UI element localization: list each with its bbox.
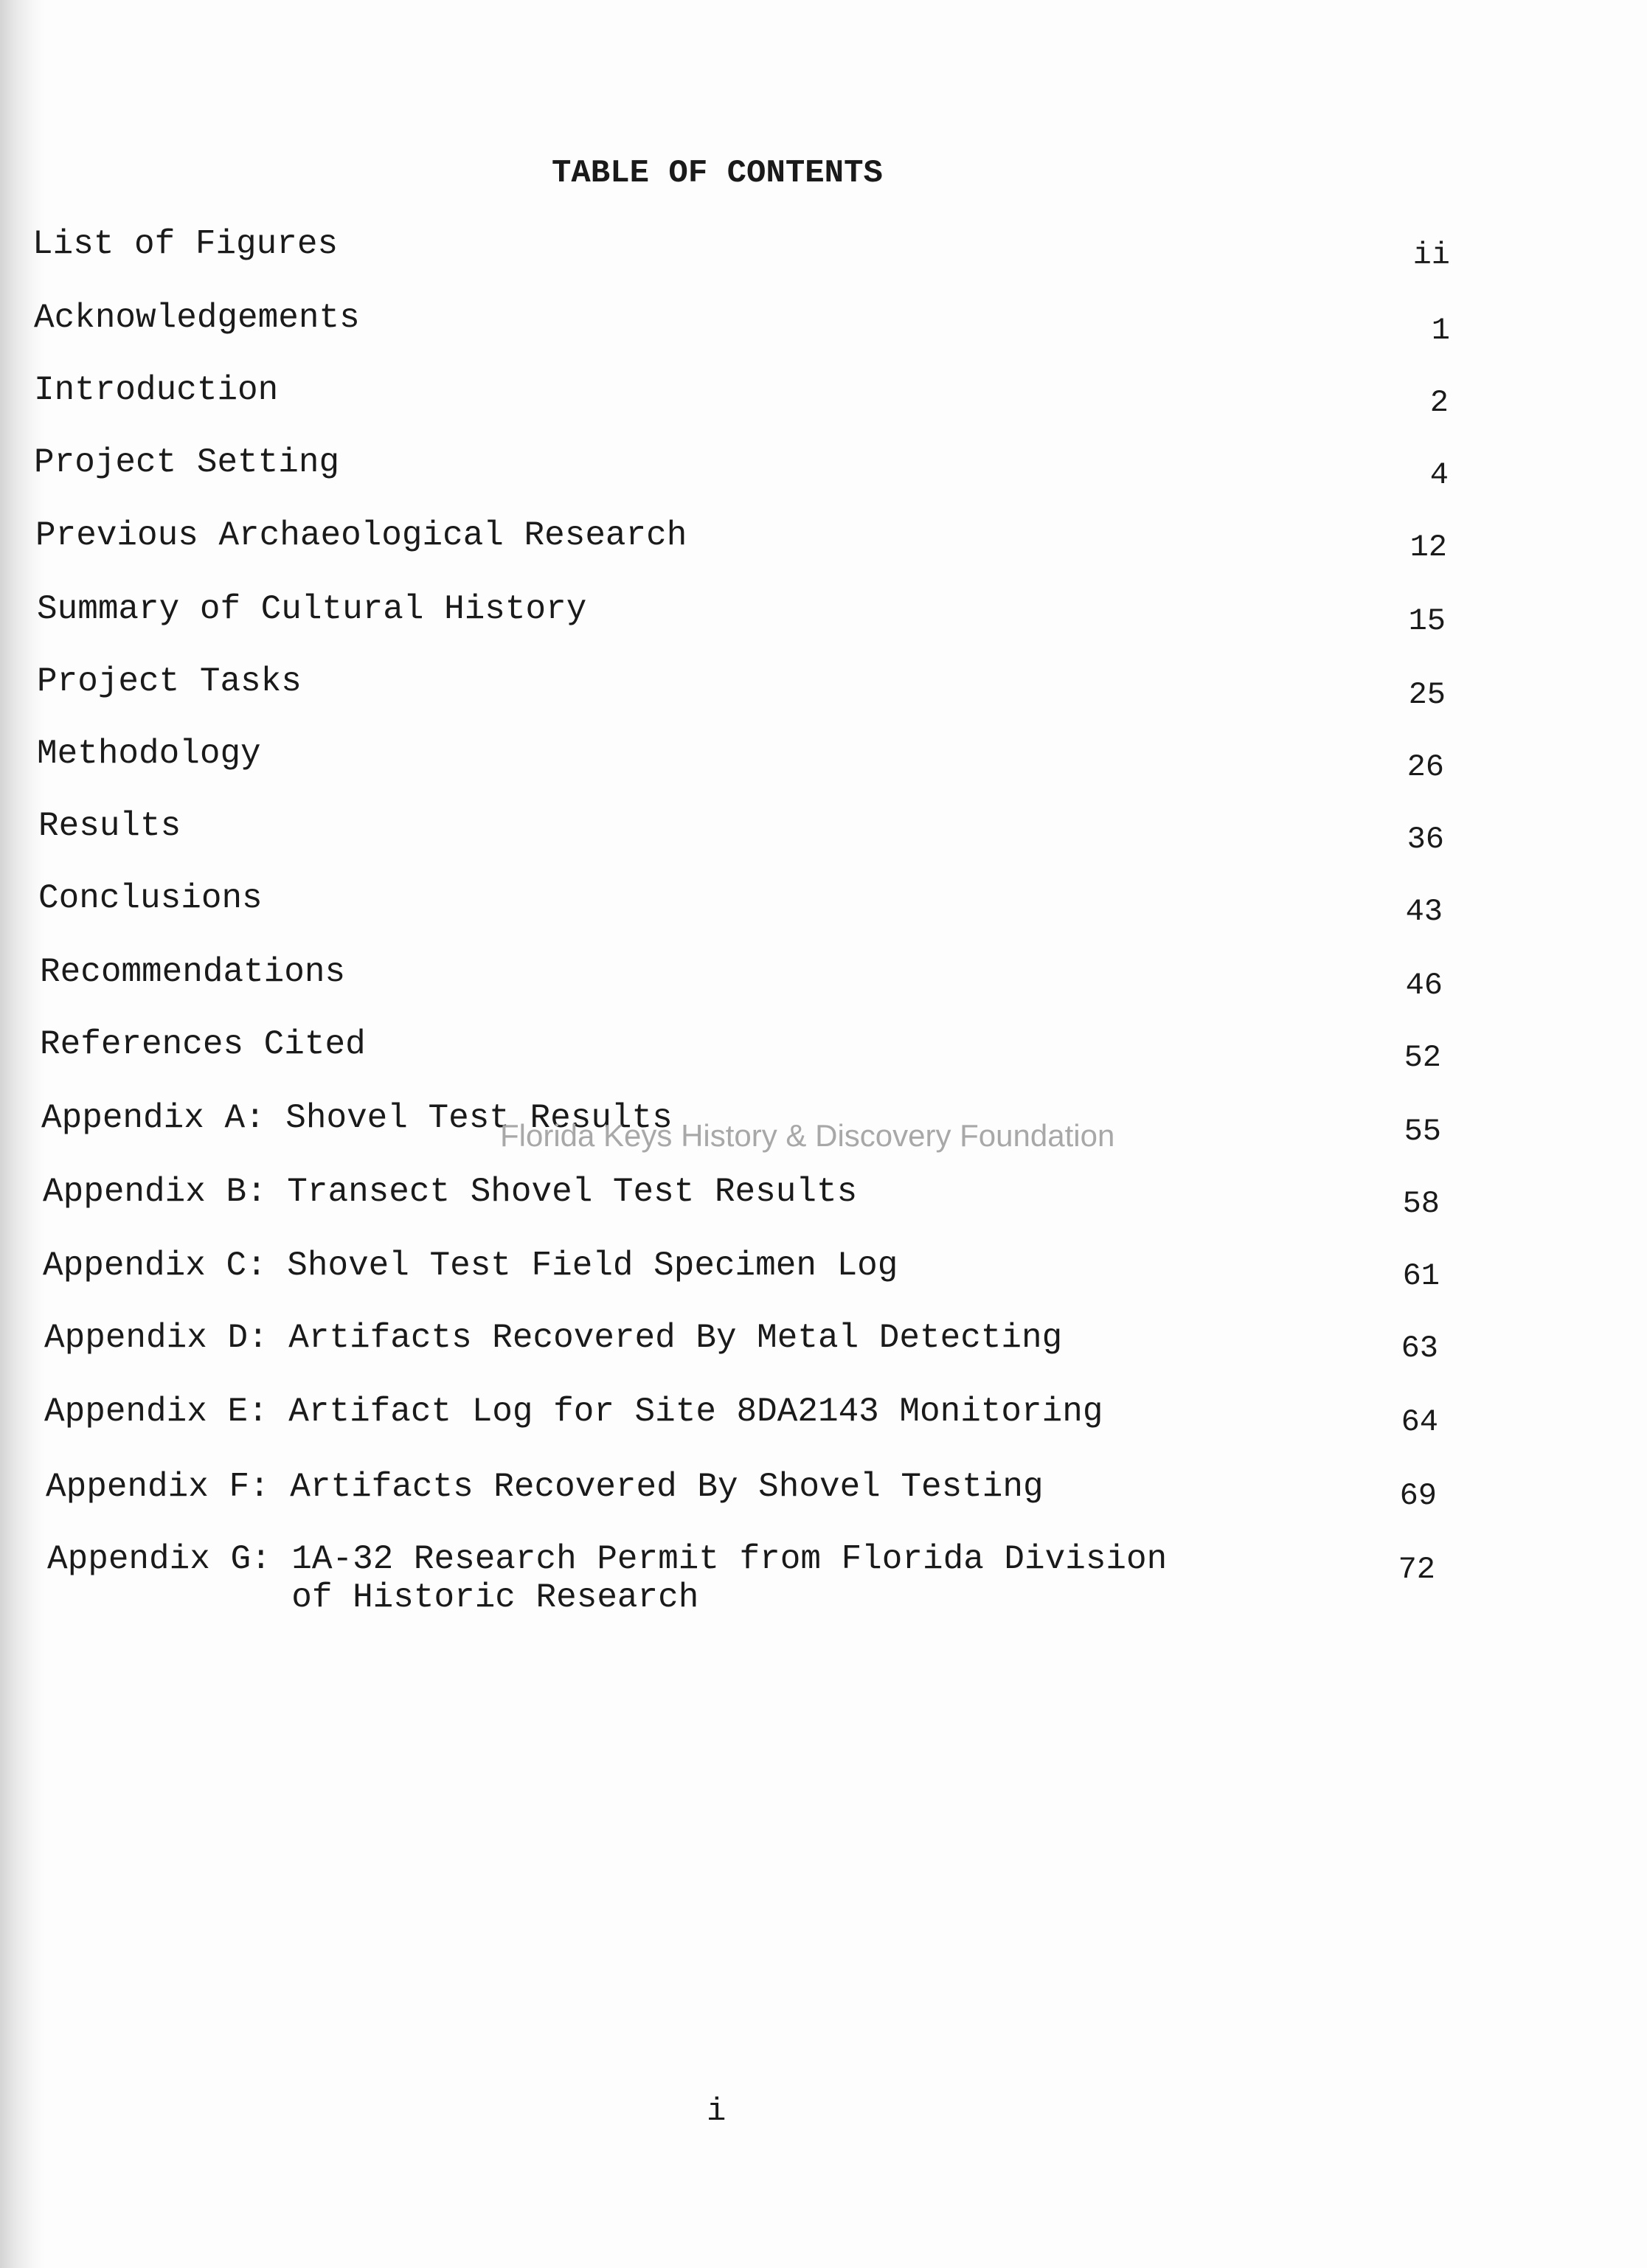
toc-entry-title: Appendix D: Artifacts Recovered By Metal Detecting <box>44 1319 1063 1357</box>
watermark: Florida Keys History & Discovery Foundation <box>500 1118 1115 1153</box>
toc-entry-page-number: 25 <box>1408 677 1446 712</box>
toc-entry-title: References Cited <box>40 1025 366 1064</box>
binding-shadow <box>0 0 44 2268</box>
toc-entry-page-number: 72 <box>1398 1552 1435 1587</box>
toc-entry-title: Project Tasks <box>37 662 302 701</box>
toc-entry-page-number: 43 <box>1405 894 1443 929</box>
toc-entry-title: List of Figures <box>32 225 339 263</box>
toc-entry-title: Results <box>38 807 181 845</box>
toc-entry-title: Methodology <box>37 735 261 773</box>
toc-entry-title: Introduction <box>34 371 279 409</box>
toc-entry-title: Appendix C: Shovel Test Field Specimen Log <box>43 1246 898 1285</box>
toc-entry-title: Appendix F: Artifacts Recovered By Shovel Testing <box>46 1468 1044 1506</box>
toc-entry-page-number: 58 <box>1402 1186 1440 1221</box>
toc-entry-page-number: 63 <box>1401 1331 1438 1366</box>
toc-entry-title: Conclusions <box>38 879 263 918</box>
toc-entry-page-number: 4 <box>1429 457 1449 493</box>
page-number: i <box>707 2093 727 2130</box>
toc-entry-page-number: 26 <box>1407 749 1444 785</box>
toc-entry-page-number: 12 <box>1410 530 1447 565</box>
toc-entry-title: Previous Archaeological Research <box>35 516 687 555</box>
toc-entry-title: Appendix B: Transect Shovel Test Results <box>43 1173 858 1211</box>
toc-entry-page-number: 69 <box>1399 1478 1437 1513</box>
toc-entry-title: Appendix G: 1A-32 Research Permit from Florida Division of Historic Research <box>47 1540 1168 1617</box>
toc-entry-page-number: 52 <box>1404 1040 1441 1075</box>
toc-entry-title: Recommendations <box>40 953 346 991</box>
toc-entry-page-number: 2 <box>1429 385 1449 420</box>
toc-entry-page-number: 46 <box>1405 968 1443 1003</box>
toc-entry-title: Project Setting <box>34 443 340 482</box>
toc-entry-page-number: 36 <box>1407 822 1444 857</box>
toc-heading: TABLE OF CONTENTS <box>552 155 883 192</box>
toc-entry-page-number: 64 <box>1401 1404 1438 1440</box>
toc-entry-title: Summary of Cultural History <box>37 590 587 628</box>
toc-entry-page-number: 15 <box>1408 603 1446 639</box>
toc-entry-page-number: 1 <box>1431 313 1450 348</box>
toc-entry-title: Appendix E: Artifact Log for Site 8DA2143 Monitoring <box>44 1393 1103 1431</box>
toc-entry-title: Appendix A: Shovel Test Results <box>41 1099 673 1137</box>
toc-entry-page-number: 61 <box>1402 1258 1440 1294</box>
toc-entry-page-number: ii <box>1412 237 1450 273</box>
toc-entry-title: Acknowledgements <box>34 299 360 337</box>
toc-entry-page-number: 55 <box>1404 1114 1441 1149</box>
